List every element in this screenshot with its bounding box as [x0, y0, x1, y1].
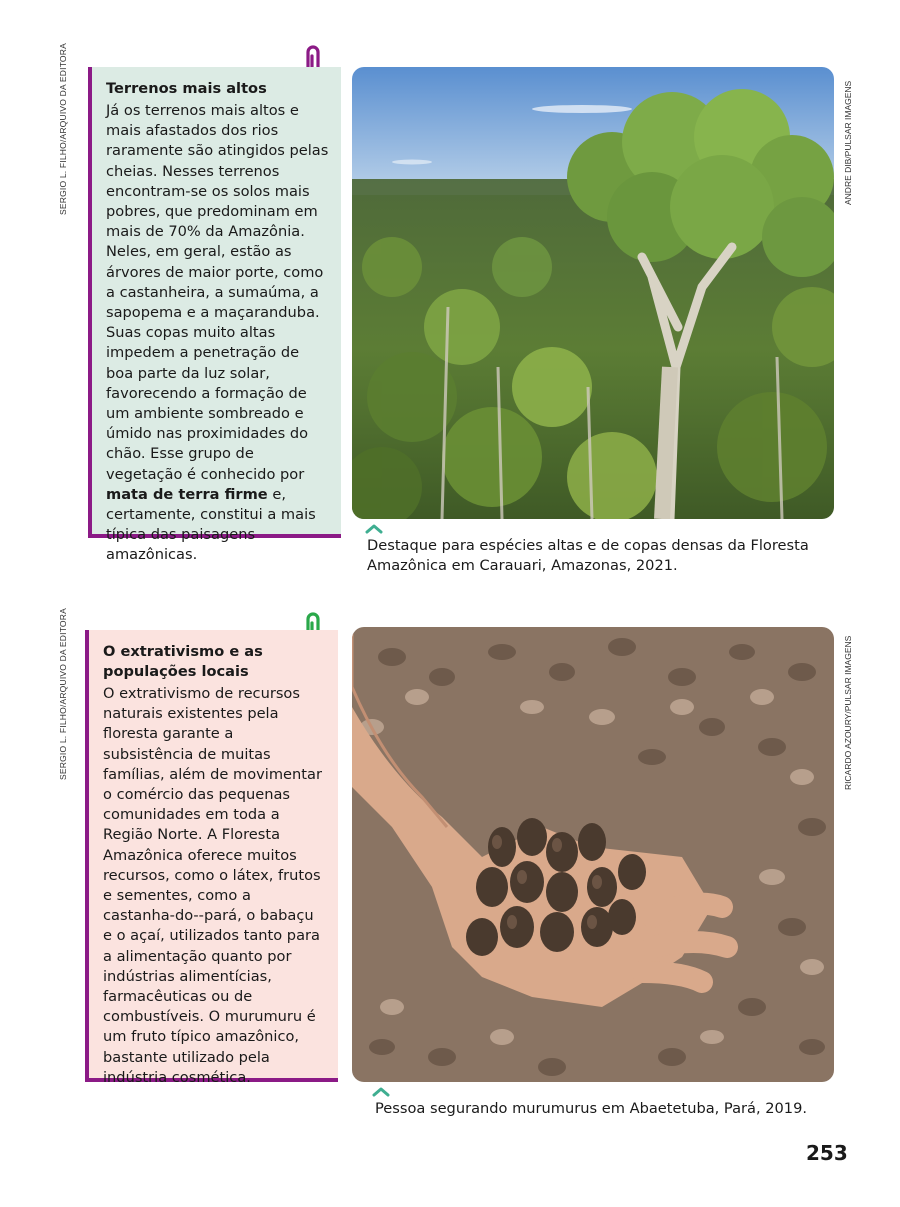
highlight-term: mata de terra firme	[106, 485, 268, 503]
info-box-extrativismo	[85, 630, 338, 1086]
caret-up-icon	[365, 524, 383, 534]
photo-caption-1: Destaque para espécies altas e de copas densas da Floresta Amazônica em Carauari, Amazonas, 2021.	[367, 537, 809, 575]
photo-credit-right-1: ANDRE DIB/PULSAR IMAGENS	[843, 80, 853, 205]
info-box-terrenos	[88, 67, 341, 564]
box-heading: O extrativismo e as populações locais	[103, 643, 263, 680]
forest-photo	[352, 67, 834, 519]
box-text: O extrativismo de recursos naturais existentes pela floresta garante a subsistência de muitas famílias, além de movimentar o comércio das pequenas comunidades em toda a Região Norte. A Floresta Amazônica oferece muitos recursos, como o látex, frutos e sementes, como a castanha-do--pará, o babaçu e o açaí, utilizados tanto para a alimentação quanto por indústrias alimentícias, farmacêuticas ou de combustíveis. O murumuru é um fruto típico amazônico, bastante utilizado pela indústria cosmética.	[103, 685, 322, 1086]
murumuru-photo	[352, 627, 834, 1082]
photo-credit-left-1: SERGIO L. FILHO/ARQUIVO DA EDITORA	[58, 43, 68, 215]
photo-credit-right-2: RICARDO AZOURY/PULSAR IMAGENS	[843, 635, 853, 790]
photo-credit-left-2: SERGIO L. FILHO/ARQUIVO DA EDITORA	[58, 608, 68, 780]
caret-up-icon	[372, 1087, 390, 1097]
page-number: 253	[806, 1141, 848, 1165]
box-text: Já os terrenos mais altos e mais afastados dos rios raramente são atingidos pelas cheias. Nesses terrenos encontram-se os solos mais pobres, que predominam em mais de 70% da Amazônia. Neles, em geral, estão as árvores de maior porte, como a castanheira, a sumaúma, a sapopema e a maçaranduba. Suas copas muito altas impedem a penetração de boa parte da luz solar, favorecendo a formação de um ambiente sombreado e úmido nas proximidades do chão. Esse grupo de vegetação é conhecido por mata de terra firme e, certamente, constitui a mais típica das paisagens amazônicas.	[106, 102, 329, 564]
box-heading: Terrenos mais altos	[106, 80, 267, 97]
photo-caption-2: Pessoa segurando murumurus em Abaetetuba, Pará, 2019.	[375, 1100, 808, 1117]
